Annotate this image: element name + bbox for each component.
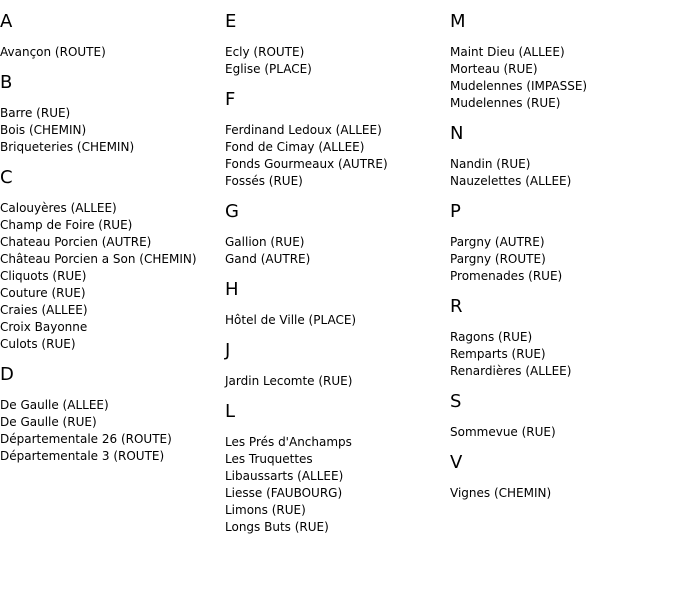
index-column-2 bbox=[225, 0, 450, 536]
letter-heading: P bbox=[450, 201, 461, 222]
letter-group-n bbox=[450, 124, 675, 190]
letter-group-m bbox=[450, 12, 675, 112]
street-list bbox=[450, 234, 675, 285]
letter-group-e bbox=[225, 12, 450, 78]
street-item: Liesse (FAUBOURG) bbox=[225, 486, 343, 500]
street-item: Craies (ALLEE) bbox=[0, 303, 88, 317]
index-column-3 bbox=[450, 0, 675, 502]
letter-heading: M bbox=[450, 11, 466, 32]
street-list bbox=[225, 312, 450, 329]
street-item: Mudelennes (IMPASSE) bbox=[450, 79, 588, 93]
street-item: Nandin (RUE) bbox=[450, 157, 531, 171]
street-item: Limons (RUE) bbox=[225, 503, 306, 517]
letter-heading: S bbox=[450, 391, 462, 412]
street-list bbox=[0, 200, 225, 353]
street-item: Barre (RUE) bbox=[0, 106, 71, 120]
street-item: De Gaulle (RUE) bbox=[0, 415, 97, 429]
street-list bbox=[450, 485, 675, 502]
street-item: Cliquots (RUE) bbox=[0, 269, 87, 283]
letter-heading: H bbox=[225, 279, 239, 300]
street-list bbox=[450, 156, 675, 190]
street-item: Culots (RUE) bbox=[0, 337, 76, 351]
street-list bbox=[450, 329, 675, 380]
street-item: Longs Buts (RUE) bbox=[225, 520, 329, 534]
index-column-1 bbox=[0, 0, 225, 465]
letter-group-d bbox=[0, 365, 225, 465]
street-item: Les Prés d'Anchamps bbox=[225, 435, 352, 449]
street-list bbox=[0, 397, 225, 465]
street-list bbox=[225, 122, 450, 190]
street-list bbox=[0, 44, 225, 61]
street-item: Remparts (RUE) bbox=[450, 347, 546, 361]
street-item: Fonds Gourmeaux (AUTRE) bbox=[225, 157, 388, 171]
street-item: Vignes (CHEMIN) bbox=[450, 486, 552, 500]
letter-group-r bbox=[450, 297, 675, 380]
street-item: De Gaulle (ALLEE) bbox=[0, 398, 109, 412]
street-list bbox=[450, 424, 675, 441]
letter-heading: D bbox=[0, 364, 14, 385]
street-list bbox=[450, 44, 675, 112]
letter-heading: J bbox=[225, 340, 231, 361]
letter-heading: E bbox=[225, 11, 237, 32]
street-item: Croix Bayonne bbox=[0, 320, 88, 334]
street-item: Château Porcien a Son (CHEMIN) bbox=[0, 252, 197, 266]
street-list bbox=[0, 105, 225, 156]
street-item: Champ de Foire (RUE) bbox=[0, 218, 133, 232]
street-item: Ragons (RUE) bbox=[450, 330, 533, 344]
street-item: Promenades (RUE) bbox=[450, 269, 563, 283]
street-item: Avançon (ROUTE) bbox=[0, 45, 106, 59]
letter-group-l bbox=[225, 402, 450, 536]
letter-heading: F bbox=[225, 89, 236, 110]
letter-heading: R bbox=[450, 296, 463, 317]
street-item: Mudelennes (RUE) bbox=[450, 96, 561, 110]
street-item: Sommevue (RUE) bbox=[450, 425, 556, 439]
letter-group-s bbox=[450, 392, 675, 441]
letter-group-j bbox=[225, 341, 450, 390]
street-item: Maint Dieu (ALLEE) bbox=[450, 45, 565, 59]
street-item: Libaussarts (ALLEE) bbox=[225, 469, 344, 483]
letter-heading: N bbox=[450, 123, 464, 144]
letter-heading: C bbox=[0, 167, 13, 188]
street-item: Briqueteries (CHEMIN) bbox=[0, 140, 135, 154]
street-item: Pargny (ROUTE) bbox=[450, 252, 546, 266]
street-item: Fond de Cimay (ALLEE) bbox=[225, 140, 365, 154]
street-item: Ecly (ROUTE) bbox=[225, 45, 305, 59]
street-item: Bois (CHEMIN) bbox=[0, 123, 87, 137]
letter-group-c bbox=[0, 168, 225, 353]
letter-heading: L bbox=[225, 401, 236, 422]
street-item: Départementale 3 (ROUTE) bbox=[0, 449, 165, 463]
street-item: Fossés (RUE) bbox=[225, 174, 303, 188]
letter-heading: B bbox=[0, 72, 13, 93]
street-item: Hôtel de Ville (PLACE) bbox=[225, 313, 357, 327]
street-item: Nauzelettes (ALLEE) bbox=[450, 174, 572, 188]
street-item: Gallion (RUE) bbox=[225, 235, 305, 249]
letter-group-g bbox=[225, 202, 450, 268]
street-item: Calouyères (ALLEE) bbox=[0, 201, 117, 215]
street-item: Renardières (ALLEE) bbox=[450, 364, 572, 378]
street-item: Eglise (PLACE) bbox=[225, 62, 312, 76]
letter-heading: A bbox=[0, 11, 13, 32]
street-item: Couture (RUE) bbox=[0, 286, 86, 300]
letter-heading: G bbox=[225, 201, 239, 222]
street-list bbox=[225, 234, 450, 268]
letter-group-b bbox=[0, 73, 225, 156]
street-item: Ferdinand Ledoux (ALLEE) bbox=[225, 123, 382, 137]
letter-heading: V bbox=[450, 452, 463, 473]
street-item: Les Truquettes bbox=[225, 452, 313, 466]
letter-group-f bbox=[225, 90, 450, 190]
street-item: Jardin Lecomte (RUE) bbox=[225, 374, 353, 388]
street-list bbox=[225, 44, 450, 78]
letter-group-p bbox=[450, 202, 675, 285]
street-item: Pargny (AUTRE) bbox=[450, 235, 545, 249]
letter-group-h bbox=[225, 280, 450, 329]
street-item: Gand (AUTRE) bbox=[225, 252, 311, 266]
letter-group-v bbox=[450, 453, 675, 502]
letter-group-a bbox=[0, 12, 225, 61]
street-item: Départementale 26 (ROUTE) bbox=[0, 432, 172, 446]
street-item: Morteau (RUE) bbox=[450, 62, 538, 76]
street-list bbox=[225, 373, 450, 390]
street-list bbox=[225, 434, 450, 536]
street-item: Chateau Porcien (AUTRE) bbox=[0, 235, 152, 249]
